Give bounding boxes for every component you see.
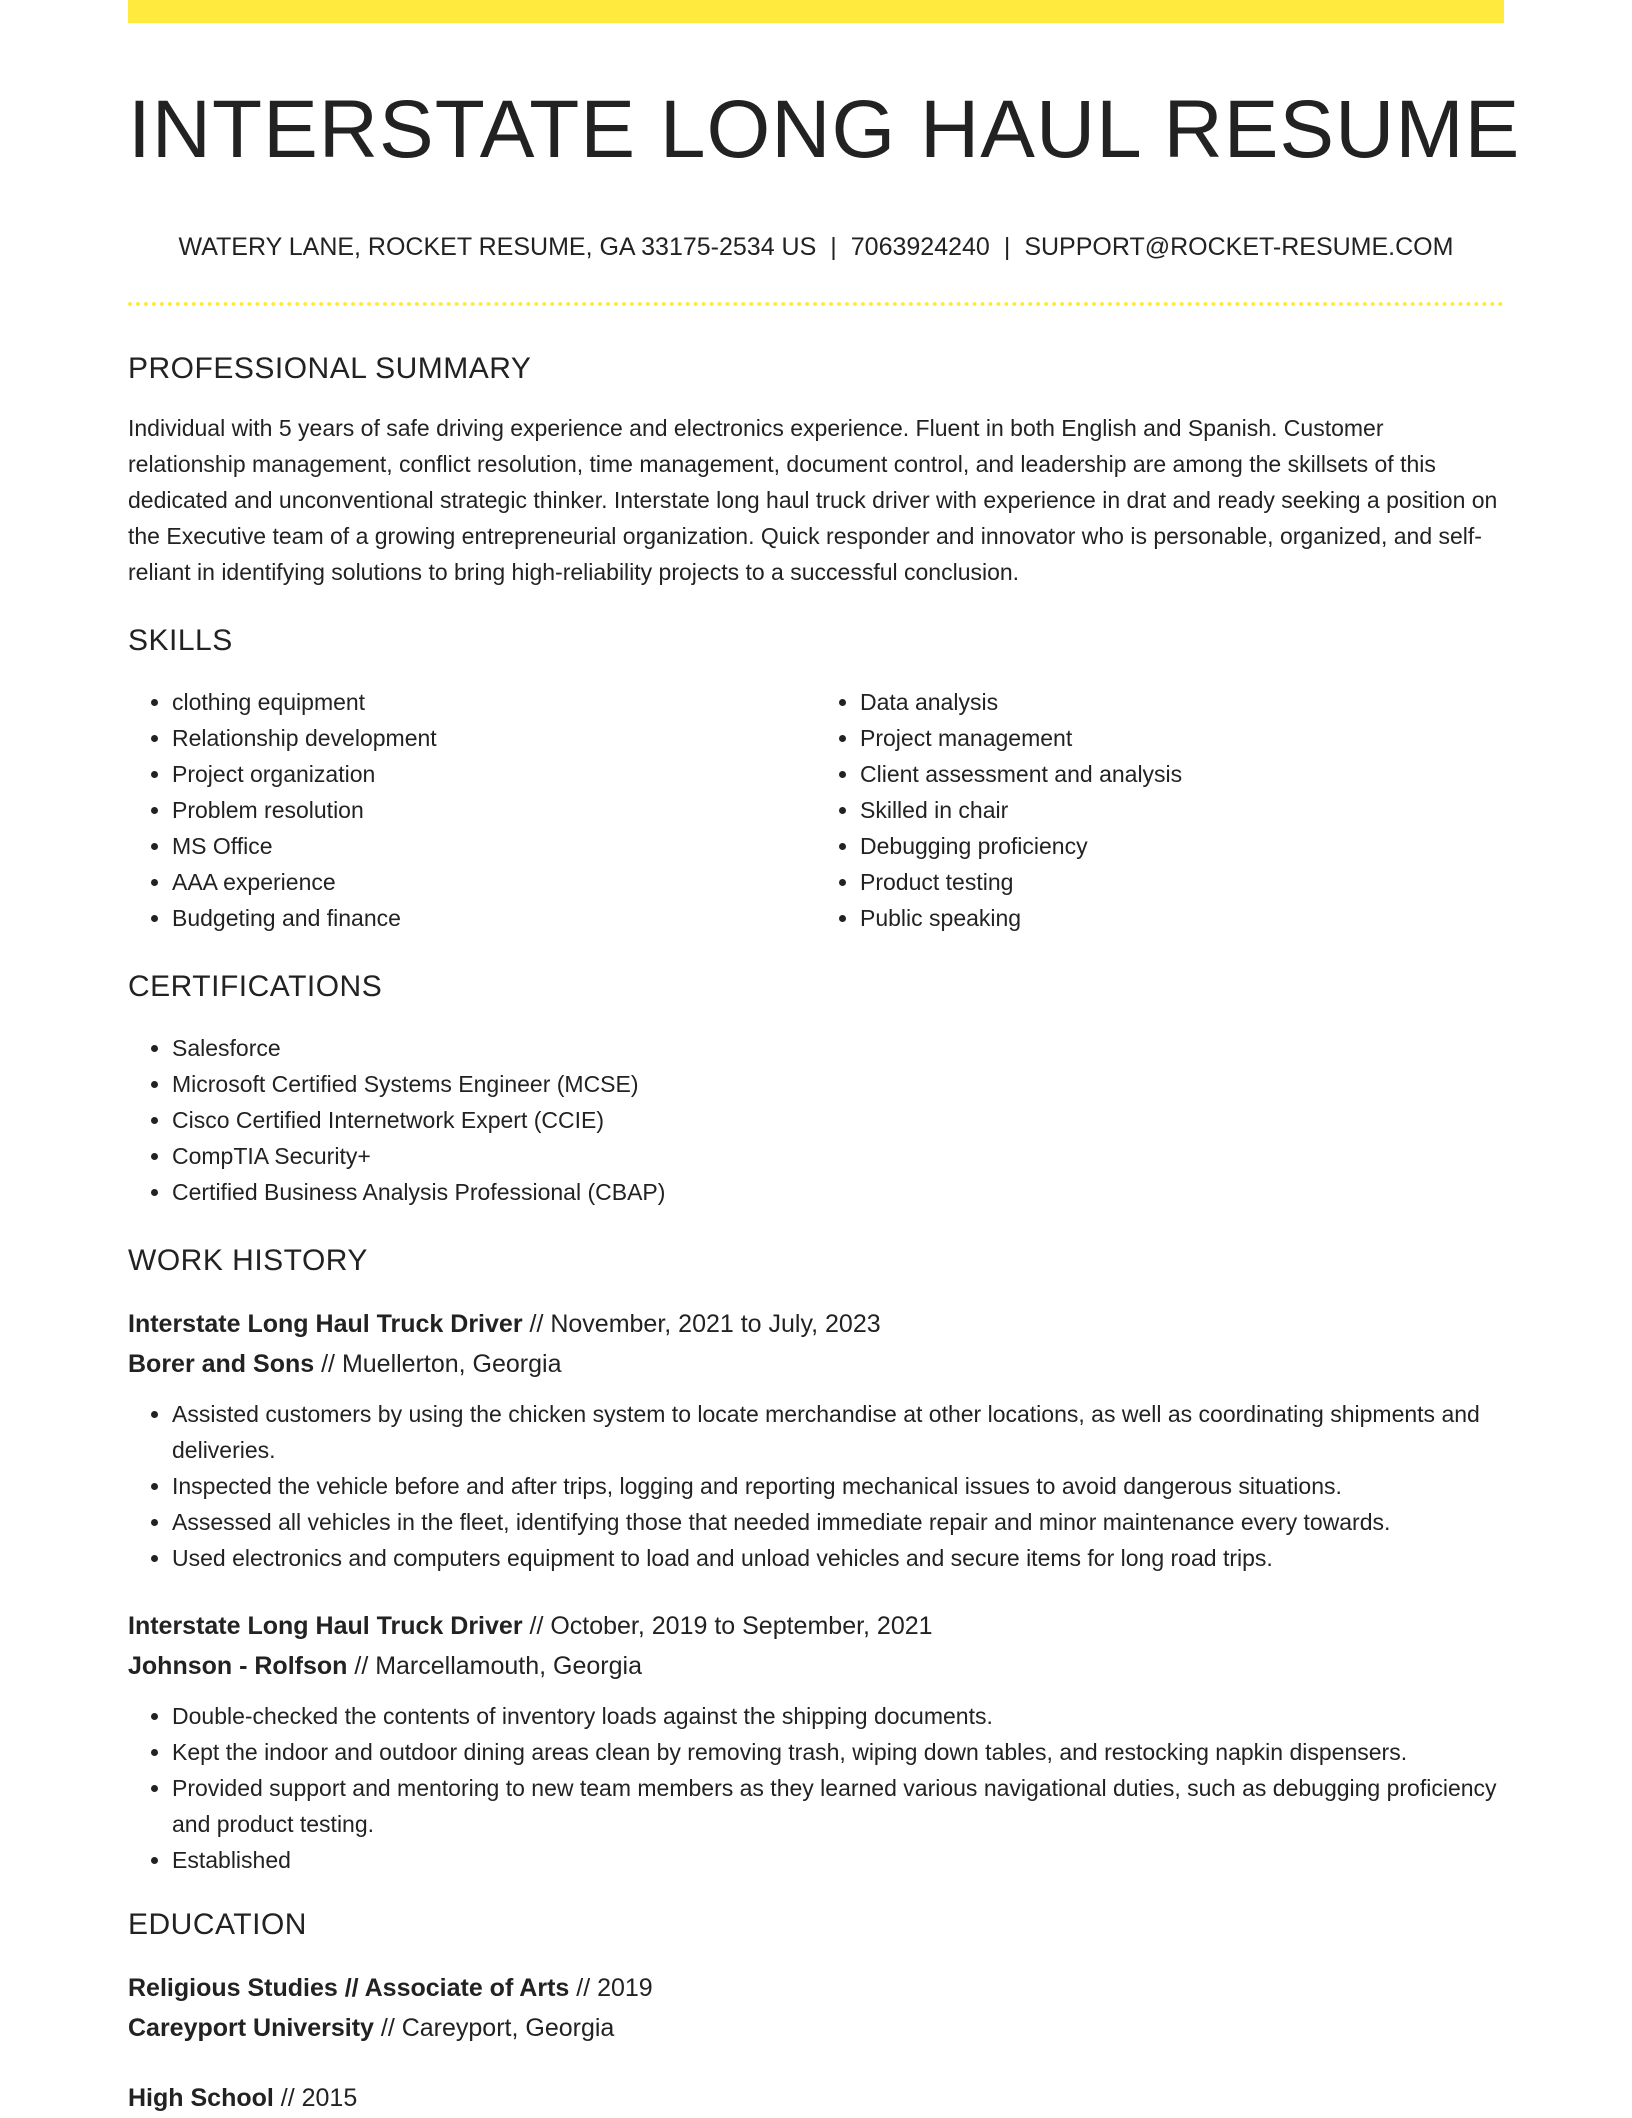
job-location: // Marcellamouth, Georgia	[347, 1652, 642, 1681]
job-company: Johnson - Rolfson	[128, 1652, 348, 1681]
skill-item: • Product testing	[860, 864, 1504, 900]
skills-heading: SKILLS	[128, 624, 233, 658]
job-company-line	[128, 1344, 1504, 1384]
contact-separator: |	[1003, 233, 1011, 262]
skill-item: • Problem resolution	[172, 792, 816, 828]
job-title-line	[128, 1304, 1504, 1344]
skill-item: • Project management	[860, 720, 1504, 756]
job-company-line	[128, 1646, 1504, 1686]
job-role: Interstate Long Haul Truck Driver	[128, 1310, 523, 1339]
job-duty-item: • Used electronics and computers equipment to load and unload vehicles and secure items for long road trips.	[172, 1540, 1504, 1576]
job-role: Interstate Long Haul Truck Driver	[128, 1612, 523, 1641]
job-duty-item: • Established	[172, 1842, 1504, 1878]
contact-phone: 7063924240	[850, 233, 990, 262]
job-duty-item: • Inspected the vehicle before and after trips, logging and reporting mechanical issues to avoid dangerous situations.	[172, 1468, 1504, 1504]
certifications-list	[128, 1030, 1504, 1210]
top-accent-bar	[128, 0, 1504, 23]
certification-item: • Microsoft Certified Systems Engineer (MCSE)	[172, 1066, 1504, 1102]
skill-item: • MS Office	[172, 828, 816, 864]
job-duty-item: • Assisted customers by using the chicken system to locate merchandise at other locations, as well as coordinating shipments and deliveries.	[172, 1396, 1504, 1468]
certifications-heading: CERTIFICATIONS	[128, 970, 383, 1004]
skills-list-right	[816, 684, 1504, 936]
skill-item: • clothing equipment	[172, 684, 816, 720]
skill-item: • Skilled in chair	[860, 792, 1504, 828]
education-school: Careyport University	[128, 2014, 374, 2043]
skills-columns	[128, 684, 1504, 936]
job-dates: // October, 2019 to September, 2021	[522, 1612, 933, 1641]
skill-item: • Data analysis	[860, 684, 1504, 720]
skill-item: • Budgeting and finance	[172, 900, 816, 936]
job-company: Borer and Sons	[128, 1350, 315, 1379]
summary-text: Individual with 5 years of safe driving experience and electronics experience. Fluent in both English and Spanish. Customer relationship management, conflict resolution, time management, document control, and leadership are among the skillsets of this dedicated and unconventional strategic thinker. Interstate long haul truck driver with experience in drat and ready seeking a position on the Executive team of a growing entrepreneurial organization. Quick responder and innovator who is personable, organized, and self-reliant in identifying solutions to bring high-reliability projects to a successful conclusion.	[128, 415, 1498, 586]
education-heading: EDUCATION	[128, 1908, 307, 1942]
skill-item: • AAA experience	[172, 864, 816, 900]
job-duty-item: • Provided support and mentoring to new team members as they learned various navigational duties, such as debugging proficiency and product testing.	[172, 1770, 1504, 1842]
job-duties-list	[128, 1396, 1504, 1576]
certification-item: • CompTIA Security+	[172, 1138, 1504, 1174]
contact-email: SUPPORT@ROCKET-RESUME.COM	[1024, 233, 1454, 262]
job-duty-item: • Double-checked the contents of inventory loads against the shipping documents.	[172, 1698, 1504, 1734]
resume-page	[128, 0, 1521, 2118]
education-year: // 2015	[273, 2084, 358, 2113]
job-dates: // November, 2021 to July, 2023	[522, 1310, 881, 1339]
education-degree-line	[128, 2078, 1504, 2118]
skills-list-left	[128, 684, 816, 936]
education-year: // 2019	[569, 1974, 653, 2003]
contact-separator: |	[830, 233, 837, 262]
certification-item: • Salesforce	[172, 1030, 1504, 1066]
skill-item: • Relationship development	[172, 720, 816, 756]
job-duty-item: • Assessed all vehicles in the fleet, identifying those that needed immediate repair and minor maintenance every towards.	[172, 1504, 1504, 1540]
skill-item: • Client assessment and analysis	[860, 756, 1504, 792]
dotted-divider	[128, 302, 1504, 306]
skill-item: • Public speaking	[860, 900, 1504, 936]
job-duty-item: • Kept the indoor and outdoor dining areas clean by removing trash, wiping down tables, and restocking napkin dispensers.	[172, 1734, 1504, 1770]
education-degree-line	[128, 1968, 1504, 2008]
skill-item: • Project organization	[172, 756, 816, 792]
job-location: // Muellerton, Georgia	[314, 1350, 562, 1379]
certification-item: • Certified Business Analysis Professional (CBAP)	[172, 1174, 1504, 1210]
education-location: // Careyport, Georgia	[373, 2014, 615, 2043]
contact-address: WATERY LANE, ROCKET RESUME, GA 33175-2534 US	[178, 233, 817, 262]
contact-line	[128, 233, 1504, 262]
education-degree: High School	[128, 2084, 274, 2113]
work-history-heading: WORK HISTORY	[128, 1244, 368, 1278]
certification-item: • Cisco Certified Internetwork Expert (CCIE)	[172, 1102, 1504, 1138]
summary-heading: PROFESSIONAL SUMMARY	[128, 352, 532, 386]
education-school-line	[128, 2008, 1504, 2048]
skill-item: • Debugging proficiency	[860, 828, 1504, 864]
resume-title: INTERSTATE LONG HAUL RESUME	[128, 84, 1521, 175]
education-degree: Religious Studies // Associate of Arts	[128, 1974, 570, 2003]
job-duties-list	[128, 1698, 1504, 1878]
job-title-line	[128, 1606, 1504, 1646]
